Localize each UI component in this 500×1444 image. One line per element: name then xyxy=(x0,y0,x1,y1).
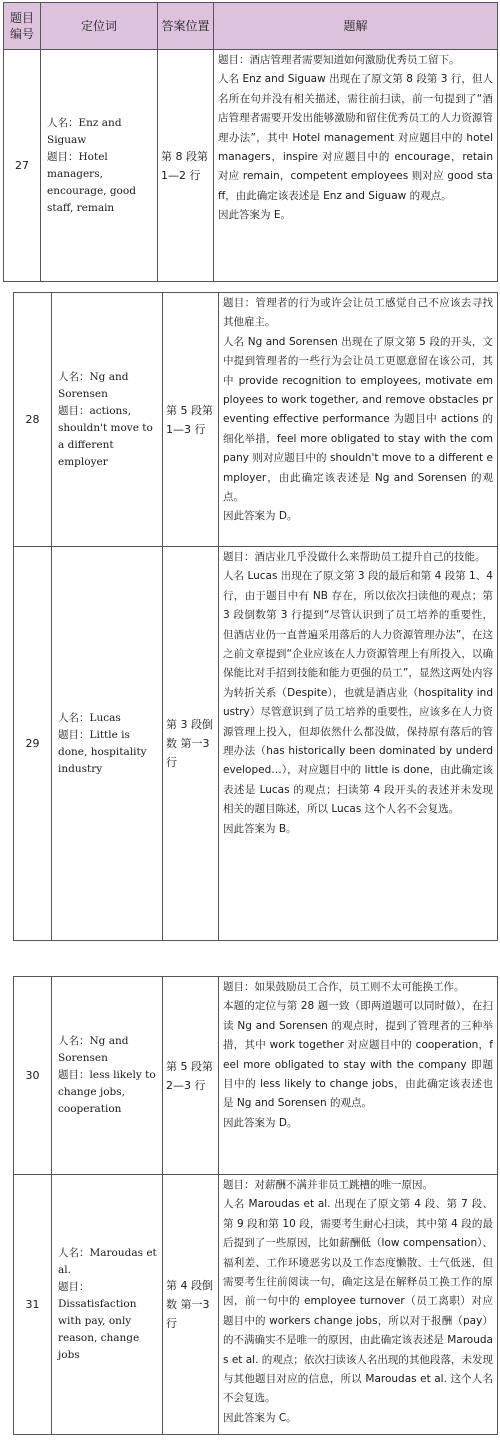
explanation-cell xyxy=(219,293,498,547)
explanation-paragraph: 题目：酒店管理者需要知道如何激励优秀员工留下。 xyxy=(218,54,460,66)
table-row xyxy=(14,1175,498,1435)
locator-name: 人名：Ng and Sorensen xyxy=(58,1035,129,1064)
answer-table-block-1 xyxy=(3,2,498,282)
explanation-paragraph: 题目：酒店业几乎没做什么来帮助员工提升自己的技能。 xyxy=(223,551,486,563)
explanation-paragraph: 人名 Enz and Siguaw 出现在了原文第 8 段第 3 行，但人名所在句并没有相关描述，需往前扫读，前一句提到了“酒店管理者需要开发出能够激励和留住优秀员工的人力资源管理办法”，其中 Hotel management 对应题目中的 hotel managers，inspire 对应题目中的 encourage，retain 对应 remain，competent employees 则对应 good staff，由此确定该表述是 Enz and Siguaw 的观点。 xyxy=(218,73,493,202)
explanation-paragraph: 因此答案为 E。 xyxy=(218,209,291,222)
position-cell: 第 5 段第 1—3 行 xyxy=(163,293,219,547)
locator-name: 人名：Lucas xyxy=(58,711,121,724)
explanation-paragraph: 题目：如果鼓励员工合作，员工则不太可能换工作。 xyxy=(223,981,465,993)
explanation-paragraph: 因此答案为 B。 xyxy=(223,822,297,835)
position-cell: 第 5 段第 2—3 行 xyxy=(163,977,219,1175)
explanation-paragraph: 因此答案为 D。 xyxy=(223,510,298,523)
explanation-cell xyxy=(219,547,498,941)
locator-topic: 题目：Hotel managers, encourage, good staff, remain xyxy=(47,150,136,214)
position-cell: 第 3 段倒数 第一3 行 xyxy=(163,547,219,941)
locator-name: 人名：Ng and Sorensen xyxy=(58,370,129,400)
answer-table-block-2 xyxy=(13,292,498,941)
locator-topic: 题目：actions, shouldn't move to a different employer xyxy=(58,404,153,468)
table-row xyxy=(14,293,498,547)
table-row xyxy=(14,977,498,1175)
explanation-paragraph: 因此答案为 C。 xyxy=(223,1411,297,1424)
header-explanation: 题解 xyxy=(214,3,498,50)
locator-cell xyxy=(52,293,163,547)
row-num: 27 xyxy=(4,50,41,282)
explanation-paragraph: 本题的定位与第 28 题一致（即两道题可以同时做），在扫读 Ng and Sorensen 的观点时，提到了管理者的三种举措，其中 work together 对应题目中的 cooperation，feel more obligated to stay with the company 即题目中的 less likely to change jobs，由此确定该表述也是 Ng and Sorensen 的观点。 xyxy=(223,1000,493,1110)
position-cell: 第 8 段第 1—2 行 xyxy=(158,50,214,282)
locator-topic: 题目：less likely to change jobs, cooperation xyxy=(58,1069,156,1115)
locator-cell xyxy=(52,977,163,1175)
position-cell: 第 4 段倒数 第一3 行 xyxy=(163,1175,219,1435)
table-header xyxy=(4,3,498,50)
locator-topic: 题目：Dissatisfaction with pay, only reason, change jobs xyxy=(58,1281,140,1361)
table-row xyxy=(4,50,498,282)
header-locator: 定位词 xyxy=(41,3,158,50)
explanation-paragraph: 人名 Lucas 出现在了原文第 3 段的最后和第 4 段第 1、4 行，由于题目中有 NB 存在，所以依次扫读他的观点；第 3 段倒数第 3 行提到“尽管认识到了员工培养的重要性，但酒店业仍一直普遍采用落后的人力资源管理办法”，在这之前文章提到“企业应该在人力资源管理上有所投入，以确保能比对手招到技能和能力更强的员工”，显然这两处内容为转折关系（Despite），也就是酒店业（hospitality industry）尽管意识到了员工培养的重要性，应该多在人力资源管理上投入，但却依然什么都没做，保持原有落后的管理办法（has historically been dominated by underdeveloped…），对应题目中的 little is done，由此确定该表述是 Lucas 的观点；扫读第 4 段开头的表述并未发现相关的题目陈述，所以 Lucas 这个人名不会复选。 xyxy=(223,570,493,816)
explanation-cell xyxy=(219,1175,498,1435)
row-num: 31 xyxy=(14,1175,52,1435)
explanation-cell xyxy=(214,50,498,282)
locator-cell xyxy=(52,1175,163,1435)
header-position: 答案位置 xyxy=(158,3,214,50)
row-num: 28 xyxy=(14,293,52,547)
explanation-paragraph: 人名 Ng and Sorensen 出现在了原文第 5 段的开头，文中提到管理者的一些行为会让员工更愿意留在该公司，其中 provide recognition to employees, motivate employees to work together, and remove obstacles preventing effective performance 为题目中 actions 的细化举措，feel more obligated to stay with the company 则对应题目中的 shouldn't move to a different employer，由此确定该表述是 Ng and Sorensen 的观点。 xyxy=(223,335,493,504)
locator-cell xyxy=(41,50,158,282)
locator-name: 人名：Maroudas et al. xyxy=(58,1247,157,1276)
locator-topic: 题目：Little is done, hospitality industry xyxy=(58,728,147,775)
answer-table-block-3 xyxy=(13,976,498,1435)
row-num: 30 xyxy=(14,977,52,1175)
table-row xyxy=(14,547,498,941)
explanation-paragraph: 因此答案为 D。 xyxy=(223,1116,298,1129)
locator-cell xyxy=(52,547,163,941)
locator-name: 人名：Enz and Siguaw xyxy=(47,116,122,146)
explanation-paragraph: 题目：管理者的行为或许会让员工感觉自己不应该去寻找其他雇主。 xyxy=(223,297,493,329)
row-num: 29 xyxy=(14,547,52,941)
header-num: 题目编号 xyxy=(4,3,41,50)
explanation-paragraph: 人名 Maroudas et al. 出现在了原文第 4 段、第 7 段、第 9 段和第 10 段，需要考生耐心扫读，其中第 4 段的最后提到了一些原因，比如薪酬低（low compensation）、福利差、工作环境恶劣以及工作态度懒散、士气低迷，但需要考生往前阅读一句，确定这是在解释员工换工作的原因，前一句中的 employee turnover（员工离职）对应题目中的 workers change jobs，所以对于报酬（pay）的不满确实不是唯一的原因，由此确定该表述是 Maroudas et al. 的观点；依次扫读该人名出现的其他段落，未发现与其他题目对应的信息，所以 Maroudas et al. 这个人名不会复选。 xyxy=(223,1198,493,1405)
explanation-paragraph: 题目：对薪酬不满并非员工跳槽的唯一原因。 xyxy=(223,1179,433,1191)
explanation-cell xyxy=(219,977,498,1175)
